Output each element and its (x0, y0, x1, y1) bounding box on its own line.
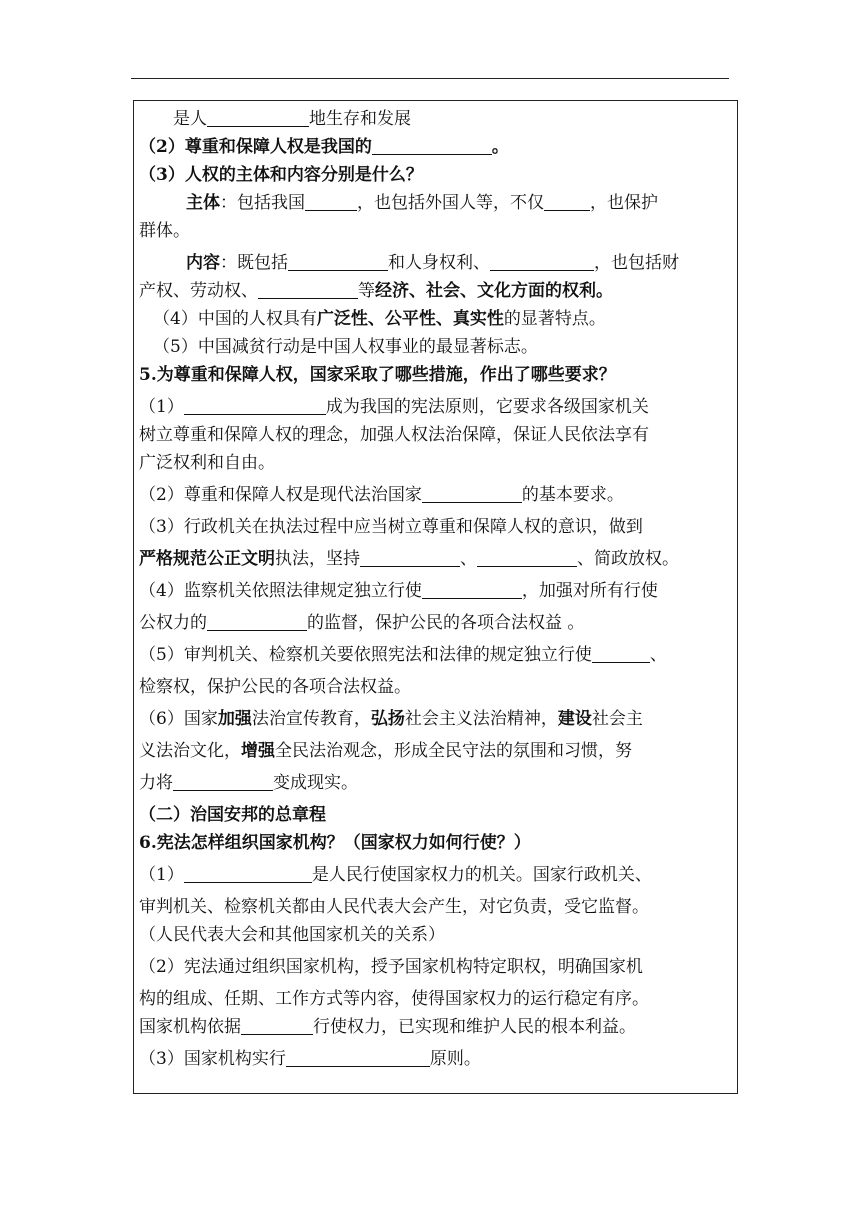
answer-blank[interactable] (286, 1048, 430, 1067)
question-heading: 6.宪法怎样组织国家机构？（国家权力如何行使？） (139, 833, 531, 853)
answer-blank[interactable] (422, 484, 522, 503)
text-line: 力将 变成现实。 (139, 773, 358, 793)
answer-blank[interactable] (592, 644, 650, 663)
text-line: 内容：既包括 和人身权利、 ，也包括财 (186, 253, 679, 273)
text-line: （6）国家加强法治宣传教育，弘扬社会主义法治精神，建设社会主 (139, 709, 643, 729)
text-line: （人民代表大会和其他国家机关的关系） (139, 925, 445, 945)
text-line: 树立尊重和保障人权的理念，加强人权法治保障，保证人民依法享有 (139, 425, 649, 445)
answer-blank[interactable] (173, 772, 273, 791)
answer-blank[interactable] (477, 548, 577, 567)
text-line: 主体：包括我国 ，也包括外国人等，不仅 ，也保护 (186, 193, 658, 213)
text-line: 国家机构依据 行使权力，已实现和维护人民的根本利益。 (139, 1017, 636, 1037)
text-line: （2）尊重和保障人权是现代法治国家 的基本要求。 (139, 485, 624, 505)
text-line: （5）中国减贫行动是中国人权事业的最显著标志。 (153, 337, 538, 357)
answer-blank[interactable] (490, 252, 594, 271)
text-line: 检察权，保护公民的各项合法权益。 (139, 677, 411, 697)
text-line: 广泛权利和自由。 (139, 453, 275, 473)
text-line: 构的组成、任期、工作方式等内容，使得国家权力的运行稳定有序。 (139, 989, 649, 1009)
text-line: （1） 成为我国的宪法原则，它要求各级国家机关 (139, 397, 649, 417)
text-line: （4）监察机关依照法律规定独立行使 ，加强对所有行使 (139, 581, 658, 601)
text-line: （3）国家机构实行 原则。 (139, 1049, 481, 1069)
answer-blank[interactable] (184, 864, 312, 883)
text-line: 公权力的 的监督，保护公民的各项合法权益 。 (139, 613, 585, 633)
text-line: 义法治文化，增强全民法治观念，形成全民守法的氛围和习惯，努 (139, 741, 632, 761)
answer-blank[interactable] (241, 1016, 313, 1035)
answer-blank[interactable] (372, 136, 492, 155)
answer-blank[interactable] (258, 280, 358, 299)
header-rule (131, 78, 729, 79)
answer-blank[interactable] (305, 192, 357, 211)
answer-blank[interactable] (360, 548, 460, 567)
answer-blank[interactable] (422, 580, 522, 599)
section-heading: （二）治国安邦的总章程 (139, 805, 326, 825)
text-line: 审判机关、检察机关都由人民代表大会产生，对它负责，受它监督。 (139, 897, 649, 917)
text-line: 是人 地生存和发展 (173, 109, 411, 129)
text-line: 群体。 (139, 221, 190, 241)
question-line: （2）尊重和保障人权是我国的 。 (139, 137, 509, 157)
question-heading: 5.为尊重和保障人权，国家采取了哪些措施，作出了哪些要求？ (139, 365, 616, 385)
question-line: （3）人权的主体和内容分别是什么？ (139, 165, 423, 185)
text-line: （3）行政机关在执法过程中应当树立尊重和保障人权的意识，做到 (139, 517, 643, 537)
text-line: 严格规范公正文明执法，坚持 、 、简政放权。 (139, 549, 679, 569)
answer-blank[interactable] (207, 612, 307, 631)
answer-blank[interactable] (207, 108, 309, 127)
text-line: （2）宪法通过组织国家机构，授予国家机构特定职权，明确国家机 (139, 957, 643, 977)
worksheet-text (139, 106, 735, 1074)
answer-blank[interactable] (184, 396, 326, 415)
text-line: （5）审判机关、检察机关要依照宪法和法律的规定独立行使 、 (139, 645, 667, 665)
text-line: （1） 是人民行使国家权力的机关。国家行政机关、 (139, 865, 652, 885)
text-line: 产权、劳动权、 等经济、社会、文化方面的权利。 (139, 281, 613, 301)
answer-blank[interactable] (544, 192, 590, 211)
answer-blank[interactable] (288, 252, 388, 271)
text-line: （4）中国的人权具有广泛性、公平性、真实性的显著特点。 (153, 309, 606, 329)
